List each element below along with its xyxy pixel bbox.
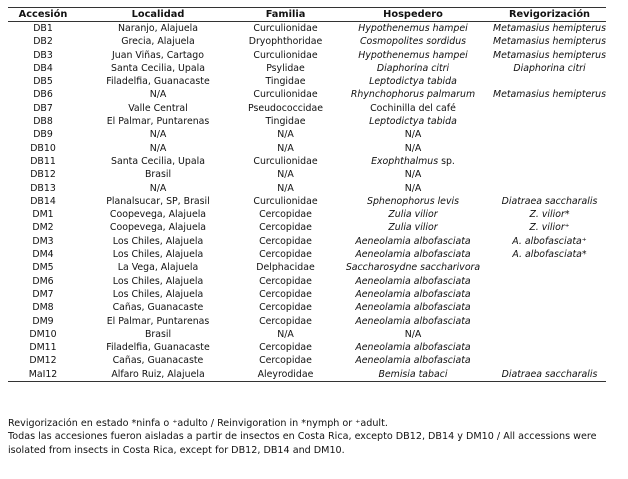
cell-hospedero bbox=[333, 182, 493, 195]
cell-revigorizacion bbox=[493, 49, 606, 62]
cell-accesion-text: DM9 bbox=[32, 315, 54, 327]
cell-accesion-text: DB5 bbox=[33, 76, 53, 88]
cell-familia bbox=[238, 182, 333, 195]
cell-localidad-text: Santa Cecilia, Upala bbox=[111, 62, 205, 74]
table-row bbox=[8, 208, 606, 221]
cell-accesion bbox=[8, 128, 78, 141]
cell-localidad bbox=[78, 235, 238, 248]
cell-familia bbox=[238, 368, 333, 382]
cell-accesion-text: DM1 bbox=[32, 209, 54, 221]
cell-familia bbox=[238, 35, 333, 48]
table-row bbox=[8, 35, 606, 48]
cell-hospedero bbox=[333, 168, 493, 181]
cell-hospedero-text: Aeneolamia albofasciata bbox=[355, 302, 471, 314]
cell-localidad bbox=[78, 328, 238, 341]
cell-localidad bbox=[78, 168, 238, 181]
cell-familia bbox=[238, 275, 333, 288]
cell-localidad-text: Brasil bbox=[144, 328, 172, 340]
cell-familia-text: Cercopidae bbox=[259, 315, 312, 327]
cell-revigorizacion-text: Z. vilior* bbox=[529, 209, 570, 221]
cell-accesion bbox=[8, 301, 78, 314]
cell-hospedero-text: N/A bbox=[404, 142, 422, 154]
cell-localidad-text: La Vega, Alajuela bbox=[117, 262, 199, 274]
cell-accesion-text: DB9 bbox=[33, 129, 53, 141]
cell-accesion bbox=[8, 341, 78, 354]
cell-accesion bbox=[8, 49, 78, 62]
cell-familia bbox=[238, 88, 333, 101]
cell-localidad-text: Los Chiles, Alajuela bbox=[112, 275, 204, 287]
cell-familia-text: Curculionidae bbox=[253, 89, 318, 101]
cell-familia-text: Cercopidae bbox=[259, 249, 312, 261]
table-row bbox=[8, 261, 606, 274]
cell-revigorizacion bbox=[493, 168, 606, 181]
cell-revigorizacion bbox=[493, 75, 606, 88]
table-row bbox=[8, 142, 606, 155]
cell-hospedero-text: Zulia vilior bbox=[388, 209, 438, 221]
cell-localidad-text: Juan Viñas, Cartago bbox=[112, 49, 204, 61]
cell-accesion-text: DM8 bbox=[32, 302, 54, 314]
cell-localidad-text: Coopevega, Alajuela bbox=[109, 209, 207, 221]
cell-revigorizacion-text: A. albofasciata⁺ bbox=[512, 235, 587, 247]
cell-familia bbox=[238, 261, 333, 274]
cell-localidad bbox=[78, 62, 238, 75]
cell-hospedero bbox=[333, 354, 493, 367]
cell-localidad bbox=[78, 102, 238, 115]
cell-revigorizacion bbox=[493, 62, 606, 75]
cell-localidad-text: Los Chiles, Alajuela bbox=[112, 235, 204, 247]
cell-hospedero-text: N/A bbox=[404, 169, 422, 181]
header-localidad: Localidad bbox=[78, 8, 238, 22]
cell-revigorizacion bbox=[493, 275, 606, 288]
cell-revigorizacion bbox=[493, 195, 606, 208]
cell-revigorizacion bbox=[493, 354, 606, 367]
table-row bbox=[8, 88, 606, 101]
cell-revigorizacion-text: Metamasius hemipterus bbox=[493, 49, 606, 61]
cell-hospedero bbox=[333, 128, 493, 141]
cell-familia-text: N/A bbox=[277, 142, 294, 154]
cell-accesion bbox=[8, 288, 78, 301]
table-row bbox=[8, 155, 606, 168]
cell-localidad bbox=[78, 35, 238, 48]
cell-familia-text: Cercopidae bbox=[259, 355, 312, 367]
cell-hospedero bbox=[333, 221, 493, 234]
cell-accesion bbox=[8, 22, 78, 36]
cell-familia-text: Cercopidae bbox=[259, 342, 312, 354]
cell-familia bbox=[238, 75, 333, 88]
cell-revigorizacion bbox=[493, 35, 606, 48]
cell-accesion-text: DB2 bbox=[33, 36, 53, 48]
cell-familia bbox=[238, 354, 333, 367]
cell-localidad bbox=[78, 115, 238, 128]
cell-hospedero bbox=[333, 195, 493, 208]
cell-accesion bbox=[8, 261, 78, 274]
cell-accesion-text: DB10 bbox=[30, 142, 56, 154]
table-row bbox=[8, 49, 606, 62]
note-origin: Todas las accesiones fueron aisladas a partir de insectos en Costa Rica, excepto DB12, DB14 y DM10 / All accessions were isolated from insects in Costa Rica, except for DB12, DB14 and DM10. bbox=[8, 431, 597, 456]
cell-familia-text: N/A bbox=[277, 169, 294, 181]
cell-revigorizacion bbox=[493, 128, 606, 141]
cell-revigorizacion bbox=[493, 22, 606, 36]
cell-localidad-text: Los Chiles, Alajuela bbox=[112, 288, 204, 300]
cell-hospedero bbox=[333, 328, 493, 341]
cell-hospedero bbox=[333, 62, 493, 75]
cell-accesion-text: DM10 bbox=[29, 328, 57, 340]
cell-hospedero-text: Bemisia tabaci bbox=[378, 368, 448, 380]
cell-accesion bbox=[8, 102, 78, 115]
cell-hospedero-text: Aeneolamia albofasciata bbox=[355, 275, 471, 287]
cell-familia bbox=[238, 49, 333, 62]
table-row bbox=[8, 115, 606, 128]
cell-localidad-text: Alfaro Ruiz, Alajuela bbox=[111, 368, 205, 380]
cell-hospedero bbox=[333, 248, 493, 261]
header-revigorizacion: Revigorización bbox=[493, 8, 606, 22]
cell-hospedero bbox=[333, 102, 493, 115]
cell-hospedero bbox=[333, 49, 493, 62]
cell-hospedero-text: Aeneolamia albofasciata bbox=[355, 342, 471, 354]
table-row bbox=[8, 275, 606, 288]
cell-revigorizacion-text: Metamasius hemipterus bbox=[493, 89, 606, 101]
cell-localidad bbox=[78, 341, 238, 354]
cell-accesion bbox=[8, 248, 78, 261]
cell-familia bbox=[238, 248, 333, 261]
cell-localidad-text: Santa Cecilia, Upala bbox=[111, 155, 205, 167]
cell-accesion-text: DB13 bbox=[30, 182, 56, 194]
cell-hospedero-text: N/A bbox=[404, 129, 422, 141]
cell-localidad-text: N/A bbox=[149, 129, 167, 141]
header-familia: Familia bbox=[238, 8, 333, 22]
table-header-row bbox=[8, 8, 606, 22]
cell-localidad bbox=[78, 155, 238, 168]
cell-accesion bbox=[8, 195, 78, 208]
cell-accesion bbox=[8, 88, 78, 101]
table-row bbox=[8, 235, 606, 248]
cell-familia bbox=[238, 115, 333, 128]
cell-familia bbox=[238, 288, 333, 301]
cell-localidad-text: N/A bbox=[149, 142, 167, 154]
cell-accesion-text: DM6 bbox=[32, 275, 54, 287]
cell-hospedero-text: Aeneolamia albofasciata bbox=[355, 249, 471, 261]
cell-accesion-text: DB3 bbox=[33, 49, 53, 61]
table-row bbox=[8, 168, 606, 181]
cell-hospedero-text: N/A bbox=[404, 182, 422, 194]
cell-familia bbox=[238, 128, 333, 141]
cell-hospedero bbox=[333, 75, 493, 88]
cell-familia bbox=[238, 301, 333, 314]
cell-hospedero bbox=[333, 301, 493, 314]
cell-revigorizacion bbox=[493, 208, 606, 221]
cell-localidad bbox=[78, 49, 238, 62]
cell-hospedero bbox=[333, 315, 493, 328]
table-row bbox=[8, 354, 606, 367]
cell-revigorizacion bbox=[493, 315, 606, 328]
cell-familia-text: Curculionidae bbox=[253, 155, 318, 167]
cell-hospedero-text: N/A bbox=[404, 328, 422, 340]
note-revigorization: Revigorización en estado *ninfa o ⁺adulto / Reinvigoration in *nymph or ⁺adult. bbox=[8, 418, 388, 429]
cell-hospedero-text: Zulia vilior bbox=[388, 222, 438, 234]
cell-hospedero-text: Aeneolamia albofasciata bbox=[355, 288, 471, 300]
cell-hospedero-text: Aeneolamia albofasciata bbox=[355, 315, 471, 327]
cell-accesion-text: DB14 bbox=[30, 195, 56, 207]
cell-accesion-text: DM12 bbox=[29, 355, 57, 367]
cell-localidad-text: El Palmar, Puntarenas bbox=[106, 116, 210, 128]
cell-localidad bbox=[78, 315, 238, 328]
cell-localidad-text: Filadelfia, Guanacaste bbox=[106, 342, 210, 354]
cell-revigorizacion bbox=[493, 102, 606, 115]
cell-accesion bbox=[8, 155, 78, 168]
cell-accesion bbox=[8, 275, 78, 288]
cell-revigorizacion-text: A. albofasciata* bbox=[512, 249, 587, 261]
cell-accesion-text: DM3 bbox=[32, 235, 54, 247]
cell-hospedero-text: Leptodictya tabida bbox=[369, 76, 457, 88]
cell-accesion bbox=[8, 315, 78, 328]
table-row bbox=[8, 315, 606, 328]
cell-revigorizacion bbox=[493, 142, 606, 155]
cell-accesion-text: DB7 bbox=[33, 102, 53, 114]
table-row bbox=[8, 368, 606, 382]
cell-familia bbox=[238, 22, 333, 36]
cell-hospedero bbox=[333, 261, 493, 274]
table-row bbox=[8, 328, 606, 341]
cell-revigorizacion bbox=[493, 301, 606, 314]
cell-accesion bbox=[8, 221, 78, 234]
cell-familia-text: N/A bbox=[277, 328, 294, 340]
cell-revigorizacion bbox=[493, 368, 606, 382]
table-row bbox=[8, 182, 606, 195]
cell-hospedero bbox=[333, 155, 493, 168]
cell-familia bbox=[238, 155, 333, 168]
cell-accesion bbox=[8, 168, 78, 181]
cell-familia-text: N/A bbox=[277, 129, 294, 141]
cell-hospedero-text: Sphenophorus levis bbox=[367, 195, 459, 207]
table-row bbox=[8, 102, 606, 115]
cell-hospedero bbox=[333, 88, 493, 101]
cell-accesion-text: DM5 bbox=[32, 262, 54, 274]
cell-hospedero bbox=[333, 115, 493, 128]
cell-familia-text: Psylidae bbox=[266, 62, 305, 74]
accessions-table bbox=[8, 7, 606, 382]
cell-revigorizacion bbox=[493, 221, 606, 234]
cell-accesion-text: DB1 bbox=[33, 23, 53, 34]
cell-revigorizacion bbox=[493, 115, 606, 128]
cell-accesion bbox=[8, 35, 78, 48]
cell-familia-text: Aleyrodidae bbox=[257, 368, 314, 380]
cell-familia-text: Delphacidae bbox=[256, 262, 315, 274]
cell-localidad bbox=[78, 354, 238, 367]
cell-localidad-text: Brasil bbox=[144, 169, 172, 181]
cell-hospedero bbox=[333, 22, 493, 36]
cell-accesion-text: DM4 bbox=[32, 249, 54, 261]
cell-familia bbox=[238, 221, 333, 234]
cell-familia-text: N/A bbox=[277, 182, 294, 194]
cell-accesion bbox=[8, 75, 78, 88]
table-body bbox=[8, 22, 606, 382]
cell-familia-text: Cercopidae bbox=[259, 222, 312, 234]
cell-accesion-text: DB12 bbox=[30, 169, 56, 181]
cell-familia-text: Cercopidae bbox=[259, 302, 312, 314]
cell-hospedero bbox=[333, 288, 493, 301]
cell-accesion-text: DB6 bbox=[33, 89, 53, 101]
cell-familia-text: Cercopidae bbox=[259, 275, 312, 287]
cell-revigorizacion bbox=[493, 248, 606, 261]
cell-localidad bbox=[78, 261, 238, 274]
cell-localidad-text: Cañas, Guanacaste bbox=[112, 302, 204, 314]
cell-familia bbox=[238, 62, 333, 75]
cell-familia bbox=[238, 328, 333, 341]
table-row bbox=[8, 221, 606, 234]
table-row bbox=[8, 301, 606, 314]
cell-revigorizacion bbox=[493, 88, 606, 101]
cell-familia-text: Cercopidae bbox=[259, 235, 312, 247]
cell-hospedero bbox=[333, 235, 493, 248]
cell-localidad-text: El Palmar, Puntarenas bbox=[106, 315, 210, 327]
cell-familia bbox=[238, 168, 333, 181]
cell-accesion bbox=[8, 354, 78, 367]
cell-hospedero-text: Aeneolamia albofasciata bbox=[355, 355, 471, 367]
cell-revigorizacion bbox=[493, 155, 606, 168]
table-row bbox=[8, 62, 606, 75]
cell-localidad-text: N/A bbox=[149, 89, 167, 101]
cell-localidad bbox=[78, 248, 238, 261]
cell-accesion-text: DM2 bbox=[32, 222, 54, 234]
cell-localidad bbox=[78, 301, 238, 314]
cell-familia-text: Pseudococcidae bbox=[247, 102, 324, 114]
cell-familia-text: Dryophthoridae bbox=[248, 36, 323, 48]
cell-localidad-text: Coopevega, Alajuela bbox=[109, 222, 207, 234]
cell-localidad bbox=[78, 75, 238, 88]
cell-accesion-text: DM11 bbox=[29, 342, 57, 354]
cell-hospedero bbox=[333, 142, 493, 155]
cell-localidad bbox=[78, 128, 238, 141]
cell-familia bbox=[238, 315, 333, 328]
cell-revigorizacion-text: Diaphorina citri bbox=[513, 62, 586, 74]
table-notes bbox=[8, 417, 618, 457]
table-row bbox=[8, 341, 606, 354]
cell-familia-text: Curculionidae bbox=[253, 49, 318, 61]
cell-localidad bbox=[78, 275, 238, 288]
cell-familia bbox=[238, 235, 333, 248]
cell-localidad-text: N/A bbox=[149, 182, 167, 194]
cell-localidad-text: Planalsucar, SP, Brasil bbox=[106, 195, 210, 207]
cell-revigorizacion-text: Z. vilior⁺ bbox=[529, 222, 570, 234]
cell-localidad bbox=[78, 88, 238, 101]
cell-revigorizacion-text: Diatraea saccharalis bbox=[501, 368, 598, 380]
cell-accesion bbox=[8, 368, 78, 382]
cell-familia bbox=[238, 341, 333, 354]
cell-localidad bbox=[78, 288, 238, 301]
cell-hospedero bbox=[333, 208, 493, 221]
cell-revigorizacion bbox=[493, 341, 606, 354]
cell-localidad bbox=[78, 22, 238, 36]
cell-localidad bbox=[78, 368, 238, 382]
header-accesion: Accesión bbox=[8, 8, 78, 22]
cell-accesion bbox=[8, 182, 78, 195]
cell-localidad-text: Naranjo, Alajuela bbox=[117, 23, 199, 34]
cell-hospedero-text: Rhynchophorus palmarum bbox=[350, 89, 476, 101]
cell-familia bbox=[238, 208, 333, 221]
cell-accesion bbox=[8, 142, 78, 155]
cell-accesion bbox=[8, 235, 78, 248]
table-row bbox=[8, 248, 606, 261]
cell-familia-text: Cercopidae bbox=[259, 209, 312, 221]
cell-familia-text: Curculionidae bbox=[253, 195, 318, 207]
cell-hospedero-text: Hypothenemus hampei bbox=[358, 23, 468, 34]
cell-accesion bbox=[8, 328, 78, 341]
cell-hospedero-text: Aeneolamia albofasciata bbox=[355, 235, 471, 247]
cell-hospedero bbox=[333, 35, 493, 48]
cell-localidad-text: Los Chiles, Alajuela bbox=[112, 249, 204, 261]
cell-familia bbox=[238, 142, 333, 155]
cell-localidad bbox=[78, 182, 238, 195]
cell-revigorizacion bbox=[493, 182, 606, 195]
cell-localidad bbox=[78, 195, 238, 208]
cell-localidad bbox=[78, 221, 238, 234]
cell-hospedero-text: Leptodictya tabida bbox=[369, 116, 457, 128]
cell-hospedero-text: Cochinilla del café bbox=[370, 102, 456, 114]
cell-hospedero bbox=[333, 368, 493, 382]
cell-familia-text: Cercopidae bbox=[259, 288, 312, 300]
cell-hospedero bbox=[333, 275, 493, 288]
cell-accesion-text: MaI12 bbox=[28, 368, 58, 380]
cell-revigorizacion bbox=[493, 288, 606, 301]
cell-revigorizacion-text: Diatraea saccharalis bbox=[501, 195, 598, 207]
cell-revigorizacion-text: Metamasius hemipterus bbox=[493, 36, 606, 48]
cell-familia-text: Tingidae bbox=[265, 116, 306, 128]
cell-localidad bbox=[78, 208, 238, 221]
table-row bbox=[8, 288, 606, 301]
cell-localidad-text: Grecia, Alajuela bbox=[121, 36, 195, 48]
header-hospedero: Hospedero bbox=[333, 8, 493, 22]
cell-localidad-text: Valle Central bbox=[128, 102, 188, 114]
cell-accesion bbox=[8, 208, 78, 221]
cell-accesion-text: DB11 bbox=[30, 155, 56, 167]
cell-accesion bbox=[8, 62, 78, 75]
cell-accesion-text: DM7 bbox=[32, 288, 54, 300]
cell-revigorizacion-text: Metamasius hemipterus bbox=[493, 23, 606, 34]
cell-familia-text: Tingidae bbox=[265, 76, 306, 88]
cell-familia-text: Curculionidae bbox=[253, 23, 318, 34]
cell-familia bbox=[238, 195, 333, 208]
cell-accesion-text: DB8 bbox=[33, 116, 53, 128]
cell-hospedero bbox=[333, 341, 493, 354]
cell-localidad-text: Cañas, Guanacaste bbox=[112, 355, 204, 367]
cell-hospedero-text: Hypothenemus hampei bbox=[358, 49, 468, 61]
cell-accesion bbox=[8, 115, 78, 128]
cell-hospedero-text: Saccharosydne saccharivora bbox=[345, 262, 481, 274]
cell-localidad-text: Filadelfia, Guanacaste bbox=[106, 76, 210, 88]
table-row bbox=[8, 22, 606, 36]
host-suffix: sp. bbox=[438, 155, 455, 167]
table-row bbox=[8, 75, 606, 88]
table-row bbox=[8, 195, 606, 208]
table-row bbox=[8, 128, 606, 141]
cell-revigorizacion bbox=[493, 328, 606, 341]
cell-revigorizacion bbox=[493, 261, 606, 274]
cell-localidad bbox=[78, 142, 238, 155]
cell-revigorizacion bbox=[493, 235, 606, 248]
cell-hospedero-text: Diaphorina citri bbox=[376, 62, 450, 74]
cell-hospedero-text: Exophthalmus bbox=[371, 155, 439, 167]
cell-hospedero-text: Cosmopolites sordidus bbox=[359, 36, 467, 48]
cell-familia bbox=[238, 102, 333, 115]
cell-accesion-text: DB4 bbox=[33, 62, 53, 74]
